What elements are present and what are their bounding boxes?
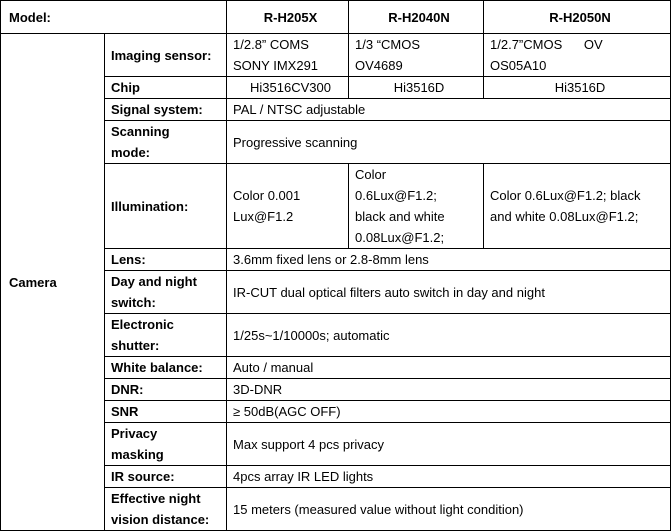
cell-value: ≥ 50dB(AGC OFF) (227, 401, 671, 423)
row-label: Scanning mode: (105, 121, 227, 164)
row-label: Chip (105, 77, 227, 99)
model-label: Model: (1, 1, 227, 34)
row-label: SNR (105, 401, 227, 423)
row-label: Privacy masking (105, 423, 227, 466)
header-row (1, 1, 671, 34)
row-label: Lens: (105, 249, 227, 271)
model-name: R-H2040N (349, 1, 484, 34)
cell-value: 4pcs array IR LED lights (227, 466, 671, 488)
row-label: Imaging sensor: (105, 34, 227, 77)
row-label: IR source: (105, 466, 227, 488)
cell-value: IR-CUT dual optical filters auto switch in day and night (227, 271, 671, 314)
cell-value: Auto / manual (227, 357, 671, 379)
model-name: R-H205X (227, 1, 349, 34)
cell-value: 1/25s~1/10000s; automatic (227, 314, 671, 357)
cell-value: PAL / NTSC adjustable (227, 99, 671, 121)
cell-value: Color 0.001 Lux@F1.2 (227, 164, 349, 249)
cell-value: 1/2.7”CMOS OV OS05A10 (484, 34, 671, 77)
cell-value: 3.6mm fixed lens or 2.8-8mm lens (227, 249, 671, 271)
row-label: Signal system: (105, 99, 227, 121)
cell-value: Hi3516CV300 (227, 77, 349, 99)
cell-value: Max support 4 pcs privacy (227, 423, 671, 466)
cell-value: Hi3516D (349, 77, 484, 99)
model-name: R-H2050N (484, 1, 671, 34)
cell-value: Hi3516D (484, 77, 671, 99)
row-label: Day and night switch: (105, 271, 227, 314)
row-label: Electronic shutter: (105, 314, 227, 357)
cell-value: Color 0.6Lux@F1.2; black and white 0.08Lux@F1.2; (349, 164, 484, 249)
row-label: Effective night vision distance: (105, 488, 227, 531)
category-label: Camera (1, 34, 105, 531)
row-label: White balance: (105, 357, 227, 379)
cell-value: 1/3 “CMOS OV4689 (349, 34, 484, 77)
cell-value: Progressive scanning (227, 121, 671, 164)
cell-value: 3D-DNR (227, 379, 671, 401)
table-row (1, 34, 671, 77)
cell-value: Color 0.6Lux@F1.2; black and white 0.08Lux@F1.2; (484, 164, 671, 249)
cell-value: 15 meters (measured value without light condition) (227, 488, 671, 531)
row-label: Illumination: (105, 164, 227, 249)
row-label: DNR: (105, 379, 227, 401)
cell-value: 1/2.8” COMS SONY IMX291 (227, 34, 349, 77)
